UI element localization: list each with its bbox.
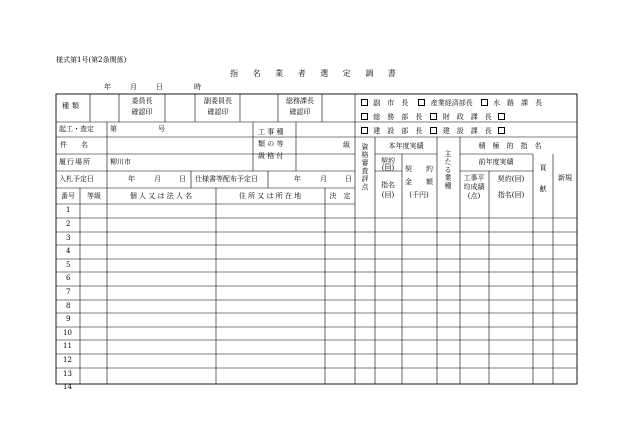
general-affairs-director-label: 総 務 部 長 <box>373 112 423 121</box>
finance-manager-label: 財 政 課 長 <box>442 112 492 121</box>
construction-manager-label: 建 設 課 長 <box>442 126 492 135</box>
row-number: 11 <box>63 342 72 350</box>
work-type-label-2: 類 の 等 <box>258 140 284 148</box>
row-number: 6 <box>66 274 71 282</box>
type-label: 種類 <box>62 102 82 110</box>
general-affairs-label: 総務課長 <box>286 97 314 105</box>
bid-date-month: 月 <box>154 175 161 183</box>
bid-date-year: 年 <box>128 175 135 183</box>
committee-chair-label: 委員長 <box>131 97 153 105</box>
name-header: 個 人 又 は 法 人 名 <box>129 192 193 200</box>
decision-header: 決 定 <box>329 192 351 200</box>
checkbox-finance-manager[interactable] <box>430 113 437 120</box>
qualification-review-header: 資格審査評点 <box>361 143 369 191</box>
general-affairs-seal: 確認印 <box>289 108 311 116</box>
kiko-prefix: 第 <box>110 125 117 133</box>
kiko-suffix: 号 <box>158 125 165 133</box>
row-number: 13 <box>63 370 72 378</box>
form-code: 様式第1号(第2条関係) <box>56 56 127 64</box>
vice-chair-seal: 確認印 <box>207 108 229 116</box>
approval-options-row1 <box>361 99 542 107</box>
checkbox-blank-2[interactable] <box>498 127 505 134</box>
nomination-count-unit: (回) <box>381 191 395 199</box>
contract-amount-header-2: 金 額 <box>405 178 433 186</box>
avg-score-unit: (点) <box>467 192 481 200</box>
contribution-header-1: 貢 <box>539 164 547 172</box>
work-type-label-1: 工 事 種 <box>258 128 284 136</box>
row-number: 14 <box>63 383 72 391</box>
date-year-label: 年 <box>104 83 111 91</box>
spec-dist-month: 月 <box>320 175 327 183</box>
active-nomination-header: 積 極 的 指 名 <box>478 142 542 150</box>
construction-director-label: 建 設 部 長 <box>373 126 423 135</box>
kiko-label: 起工・査定 <box>59 125 94 133</box>
bid-date-day: 日 <box>179 175 186 183</box>
date-day-label: 日 <box>156 83 163 91</box>
contract-count-header: 契約 <box>381 157 395 165</box>
address-header: 住 所 又 は 所 在 地 <box>238 192 302 200</box>
committee-chair-seal: 確認印 <box>131 108 153 116</box>
location-label: 履行場所 <box>59 158 91 166</box>
grade-header: 等級 <box>87 192 101 200</box>
waterway-manager-label: 水 路 課 長 <box>493 98 543 107</box>
spec-dist-year: 年 <box>294 175 301 183</box>
date-time-label: 時 <box>194 83 201 91</box>
current-year-results-header: 本年度実績 <box>388 142 424 150</box>
checkbox-general-affairs-director[interactable] <box>361 113 368 120</box>
approval-options-row3 <box>361 127 505 135</box>
checkbox-blank-1[interactable] <box>498 113 505 120</box>
checkbox-industry-director[interactable] <box>418 99 425 106</box>
checkbox-construction-director[interactable] <box>361 127 368 134</box>
row-number: 2 <box>66 220 71 228</box>
project-name-label: 件 名 <box>60 141 88 149</box>
number-header: 番号 <box>61 192 75 200</box>
row-number: 8 <box>66 302 71 310</box>
prev-contract-header: 契約(回) <box>497 175 525 183</box>
checkbox-construction-manager[interactable] <box>430 127 437 134</box>
prev-nomination-header: 指名(回) <box>497 191 525 199</box>
work-type-label-3: 級 格 付 <box>258 152 284 160</box>
page-title: 指 名 業 者 選 定 調 書 <box>230 69 402 78</box>
row-number: 1 <box>66 206 71 214</box>
checkbox-waterway-manager[interactable] <box>481 99 488 106</box>
date-month-label: 月 <box>130 83 137 91</box>
avg-score-header-2: 均成績 <box>463 183 485 191</box>
grade-suffix: 級 <box>343 141 350 149</box>
row-number: 5 <box>66 261 71 269</box>
spec-dist-label: 仕様書等配布予定日 <box>195 175 258 183</box>
row-number: 10 <box>63 329 72 337</box>
industry-director-label: 産業経済部長 <box>430 98 473 107</box>
nomination-count-header: 指名 <box>381 181 395 189</box>
row-number: 4 <box>66 247 71 255</box>
row-number: 7 <box>66 288 71 296</box>
avg-score-header-1: 工事平 <box>463 174 485 182</box>
row-number: 12 <box>63 356 72 364</box>
vice-mayor-label: 副 市 長 <box>373 98 409 107</box>
contract-amount-unit: (千円) <box>409 191 429 199</box>
contribution-header-2: 献 <box>539 185 547 193</box>
new-entry-header: 新規 <box>558 174 572 182</box>
approval-options-row2 <box>361 113 505 121</box>
checkbox-vice-mayor[interactable] <box>361 99 368 106</box>
row-number: 9 <box>66 315 71 323</box>
contract-count-unit: (回) <box>381 164 395 172</box>
bid-date-label: 入札予定日 <box>59 175 94 183</box>
location-value: 柳川市 <box>110 158 131 166</box>
spec-dist-day: 日 <box>345 175 352 183</box>
vice-chair-label: 副委員長 <box>204 97 232 105</box>
contract-amount-header-1: 契 約 <box>405 165 433 173</box>
previous-year-results-header: 前年度実績 <box>478 158 514 166</box>
main-business-type-header: 主たる業種 <box>444 150 452 190</box>
row-number: 3 <box>66 234 71 242</box>
